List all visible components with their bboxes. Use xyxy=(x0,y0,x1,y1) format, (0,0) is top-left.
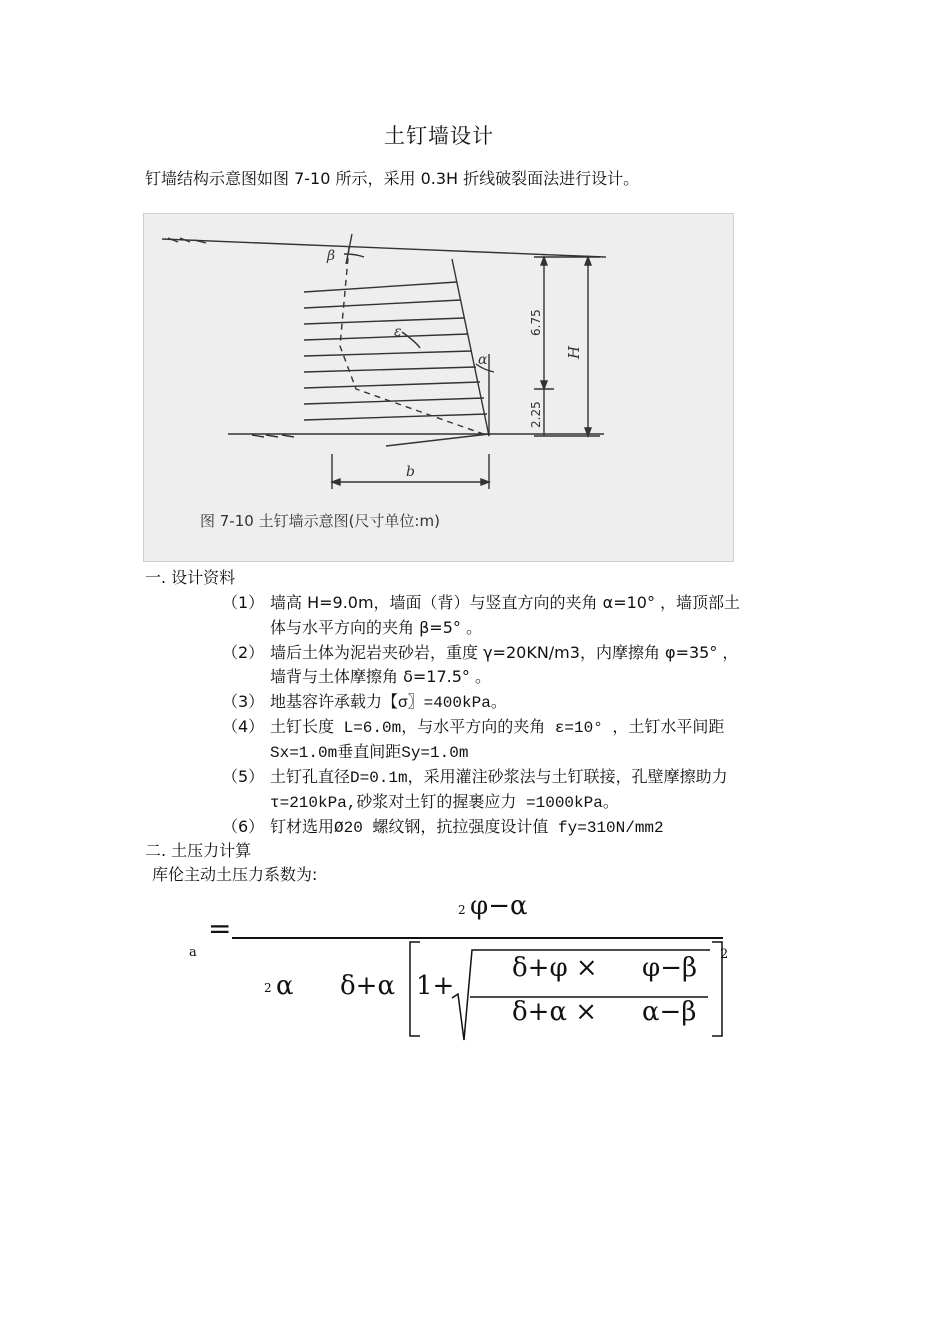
formula-den-delta-alpha: δ+α xyxy=(340,971,395,1001)
dim-lower-label: 2.25 xyxy=(529,401,543,428)
item2-line1: 墙后土体为泥岩夹砂岩，重度 γ=20KN/m3，内摩擦角 φ=35° ， xyxy=(270,643,739,662)
formula-den-exp: 2 xyxy=(264,981,272,995)
item1-line1: 墙高 H=9.0m，墙面（背）与竖直方向的夹角 α=10° ，墙顶部土 xyxy=(270,593,741,612)
item4-line1: 土钉长度 L=6.0m，与水平方向的夹角 ε=10° ，土钉水平间距 xyxy=(270,719,725,737)
item4-line2: Sx=1.0m垂直间距Sy=1.0m xyxy=(270,744,469,762)
section1-heading: 一. 设计资料 xyxy=(145,568,236,587)
soil-nail-wall-diagram xyxy=(144,214,733,561)
item2-number: （2） xyxy=(222,643,265,662)
beta-label: β xyxy=(327,248,336,264)
formula-den-alpha: α xyxy=(276,971,294,1001)
item5-number: （5） xyxy=(222,767,265,786)
intro-text: 钉墙结构示意图如图 7-10 所示，采用 0.3H 折线破裂面法进行设计。 xyxy=(145,169,640,188)
item2-line2: 墙背与土体摩擦角 δ=17.5° 。 xyxy=(270,667,491,686)
formula-numerator: φ−α xyxy=(470,891,528,921)
formula-root-den-right: α−β xyxy=(642,997,697,1027)
formula-root-num-left: δ+φ × xyxy=(512,953,598,983)
item6-number: （6） xyxy=(222,817,265,836)
item1-line2: 体与水平方向的夹角 β=5° 。 xyxy=(270,618,482,637)
formula-num-exp: 2 xyxy=(458,903,466,917)
item5-line1: 土钉孔直径D=0.1m，采用灌注砂浆法与土钉联接，孔壁摩擦助力 xyxy=(270,769,728,787)
item3-line1: 地基容许承载力【σ〗=400kPa。 xyxy=(270,694,507,712)
h-label: H xyxy=(565,345,583,359)
section2-heading: 二. 土压力计算 xyxy=(145,841,252,860)
item6-line1: 钉材选用Ø20 螺纹钢，抗拉强度设计值 fy=310N/mm2 xyxy=(270,819,664,837)
section2-subtitle: 库伦主动土压力系数为: xyxy=(152,865,318,884)
dim-upper-label: 6.75 xyxy=(529,309,543,336)
wall-face xyxy=(452,259,489,436)
epsilon-label: ε xyxy=(394,324,402,340)
formula-outer-exp: 2 xyxy=(720,947,729,962)
b-label: b xyxy=(406,464,415,480)
item4-number: （4） xyxy=(222,717,265,736)
formula-root-num-right: φ−β xyxy=(642,953,698,983)
item1-number: （1） xyxy=(222,593,265,612)
alpha-label: α xyxy=(478,352,488,368)
top-ground-line xyxy=(162,239,604,257)
page-title: 土钉墙设计 xyxy=(384,124,494,148)
item5-line2: τ=210kPa,砂浆对土钉的握裹应力 =1000kPa。 xyxy=(270,794,619,812)
coulomb-formula xyxy=(180,880,740,1050)
formula-equals: = xyxy=(208,912,232,945)
formula-subscript-a: a xyxy=(189,945,197,960)
figure-caption: 图 7-10 土钉墙示意图(尺寸单位:m) xyxy=(200,512,440,530)
figure-7-10 xyxy=(143,213,734,562)
formula-root-den-left: δ+α × xyxy=(512,997,598,1027)
item3-number: （3） xyxy=(222,692,265,711)
formula-one-plus: 1+ xyxy=(416,971,455,1001)
